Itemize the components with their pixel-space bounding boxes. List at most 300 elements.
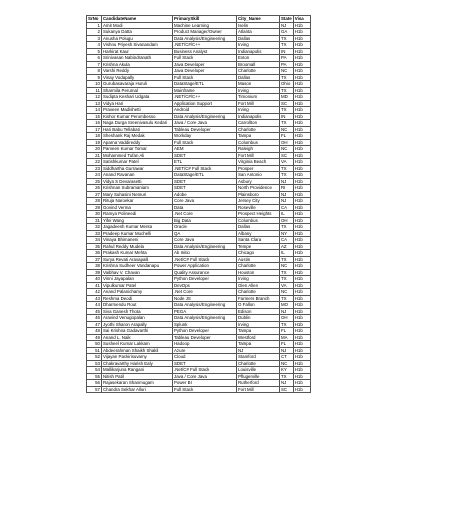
cell-srno[interactable]: 31 — [87, 217, 102, 224]
cell-city-name[interactable]: Tampa — [237, 328, 280, 335]
cell-candidate-name[interactable]: Anand Palanichamy — [102, 289, 173, 296]
cell-primary-skill[interactable]: Mainframe — [173, 87, 237, 94]
cell-state[interactable]: IN — [280, 48, 294, 55]
cell-candidate-name[interactable]: Satishkumar Patel — [102, 159, 173, 166]
cell-candidate-name[interactable]: Anand Ravanan — [102, 172, 173, 179]
cell-state[interactable]: OH — [280, 139, 294, 146]
cell-srno[interactable]: 49 — [87, 334, 102, 341]
cell-city-name[interactable]: Albany — [237, 230, 280, 237]
cell-srno[interactable]: 47 — [87, 321, 102, 328]
cell-city-name[interactable]: Exton — [237, 55, 280, 62]
cell-candidate-name[interactable]: Vishnu Priyesh Sivanandam — [102, 42, 173, 49]
cell-candidate-name[interactable]: Prakash Kumar Mehta — [102, 250, 173, 257]
cell-srno[interactable]: 17 — [87, 126, 102, 133]
cell-visa[interactable]: H1b — [293, 35, 310, 42]
cell-srno[interactable]: 54 — [87, 367, 102, 374]
cell-primary-skill[interactable]: Business Analyst — [173, 48, 237, 55]
cell-state[interactable]: IL — [280, 211, 294, 218]
cell-state[interactable]: NC — [280, 126, 294, 133]
cell-visa[interactable]: H1b — [293, 282, 310, 289]
cell-srno[interactable]: 41 — [87, 282, 102, 289]
cell-candidate-name[interactable]: Srinivasan Nabindranath — [102, 55, 173, 62]
cell-visa[interactable]: H1b — [293, 269, 310, 276]
cell-visa[interactable]: H1b — [293, 185, 310, 192]
cell-primary-skill[interactable]: .NET/C# Full Stack — [173, 165, 237, 172]
cell-state[interactable]: OH — [280, 315, 294, 322]
cell-srno[interactable]: 8 — [87, 68, 102, 75]
cell-primary-skill[interactable]: Machine Learning — [173, 22, 237, 29]
cell-visa[interactable]: H1b — [293, 133, 310, 140]
cell-visa[interactable]: H1b — [293, 172, 310, 179]
cell-srno[interactable]: 38 — [87, 263, 102, 270]
cell-city-name[interactable]: Charlotte — [237, 68, 280, 75]
cell-primary-skill[interactable]: Python Developer — [173, 328, 237, 335]
cell-state[interactable]: NJ — [280, 22, 294, 29]
cell-city-name[interactable]: Prosper — [237, 165, 280, 172]
cell-visa[interactable]: H1b — [293, 191, 310, 198]
cell-visa[interactable]: H1b — [293, 107, 310, 114]
cell-primary-skill[interactable]: PEGA — [173, 308, 237, 315]
cell-primary-skill[interactable]: Core Java — [173, 237, 237, 244]
cell-state[interactable]: TX — [280, 321, 294, 328]
cell-primary-skill[interactable]: SDET — [173, 360, 237, 367]
cell-primary-skill[interactable]: Full Stack — [173, 74, 237, 81]
cell-city-name[interactable]: Louisville — [237, 367, 280, 374]
cell-visa[interactable]: H1b — [293, 87, 310, 94]
cell-primary-skill[interactable]: Android — [173, 107, 237, 114]
cell-primary-skill[interactable]: Azure — [173, 347, 237, 354]
cell-visa[interactable]: H1b — [293, 230, 310, 237]
cell-srno[interactable]: 40 — [87, 276, 102, 283]
cell-primary-skill[interactable]: Workday — [173, 133, 237, 140]
cell-primary-skill[interactable]: Java Developer — [173, 61, 237, 68]
cell-visa[interactable]: H1b — [293, 198, 310, 205]
cell-visa[interactable]: H1b — [293, 315, 310, 322]
cell-srno[interactable]: 55 — [87, 373, 102, 380]
header-candidate-name[interactable]: CandidateName — [102, 16, 173, 23]
cell-state[interactable]: FL — [280, 133, 294, 140]
cell-srno[interactable]: 45 — [87, 308, 102, 315]
cell-primary-skill[interactable]: Java / Core Java — [173, 120, 237, 127]
cell-candidate-name[interactable]: Sai Krishna Gadavarthi — [102, 328, 173, 335]
cell-primary-skill[interactable]: Tableau Developer — [173, 126, 237, 133]
cell-srno[interactable]: 9 — [87, 74, 102, 81]
cell-visa[interactable]: H1b — [293, 217, 310, 224]
cell-state[interactable]: RI — [280, 185, 294, 192]
cell-visa[interactable]: H1b — [293, 68, 310, 75]
cell-visa[interactable]: H1b — [293, 334, 310, 341]
cell-visa[interactable]: H1b — [293, 276, 310, 283]
cell-primary-skill[interactable]: .Net/C# Full Stack — [173, 367, 237, 374]
cell-srno[interactable]: 50 — [87, 341, 102, 348]
cell-srno[interactable]: 2 — [87, 29, 102, 36]
cell-candidate-name[interactable]: Mohammed Tufan Ali — [102, 152, 173, 159]
cell-city-name[interactable]: Indianapolis — [237, 48, 280, 55]
header-visa[interactable]: Visa — [293, 16, 310, 23]
cell-candidate-name[interactable]: Mary Suhasini Nemuri — [102, 191, 173, 198]
cell-primary-skill[interactable]: Splunk — [173, 321, 237, 328]
cell-visa[interactable]: H1b — [293, 289, 310, 296]
cell-srno[interactable]: 10 — [87, 81, 102, 88]
cell-visa[interactable]: H1b — [293, 386, 310, 393]
cell-state[interactable]: NY — [280, 230, 294, 237]
cell-state[interactable]: CA — [280, 237, 294, 244]
cell-primary-skill[interactable]: Core Java — [173, 198, 237, 205]
cell-state[interactable]: SC — [280, 386, 294, 393]
cell-state[interactable]: TX — [280, 120, 294, 127]
cell-candidate-name[interactable]: Ramya Polineedi — [102, 211, 173, 218]
cell-primary-skill[interactable]: Application Support — [173, 100, 237, 107]
cell-primary-skill[interactable]: Product Manager/Owner — [173, 29, 237, 36]
cell-srno[interactable]: 26 — [87, 185, 102, 192]
cell-candidate-name[interactable]: Sudipta Keshari Udgata — [102, 94, 173, 101]
cell-srno[interactable]: 34 — [87, 237, 102, 244]
cell-visa[interactable]: H1b — [293, 347, 310, 354]
cell-srno[interactable]: 25 — [87, 178, 102, 185]
cell-state[interactable]: SC — [280, 152, 294, 159]
cell-candidate-name[interactable]: Anand L. Naik — [102, 334, 173, 341]
cell-state[interactable]: NC — [280, 360, 294, 367]
cell-city-name[interactable]: Iselin — [237, 22, 280, 29]
cell-primary-skill[interactable]: SDET — [173, 152, 237, 159]
cell-city-name[interactable]: Broomall — [237, 61, 280, 68]
cell-primary-skill[interactable]: Python Developer — [173, 276, 237, 283]
cell-city-name[interactable]: Houston — [237, 269, 280, 276]
cell-primary-skill[interactable]: Hadoop — [173, 341, 237, 348]
cell-city-name[interactable]: O Fallon — [237, 302, 280, 309]
header-primary-skill[interactable]: PrimarySkill — [173, 16, 237, 23]
cell-visa[interactable]: H1b — [293, 48, 310, 55]
cell-city-name[interactable]: Irving — [237, 321, 280, 328]
cell-city-name[interactable]: Dallas — [237, 74, 280, 81]
cell-candidate-name[interactable]: Sukanya Datta — [102, 29, 173, 36]
cell-city-name[interactable]: Atlanta — [237, 29, 280, 36]
cell-visa[interactable]: H1b — [293, 367, 310, 374]
cell-state[interactable]: IN — [280, 113, 294, 120]
cell-srno[interactable]: 52 — [87, 354, 102, 361]
cell-state[interactable]: TX — [280, 269, 294, 276]
cell-srno[interactable]: 48 — [87, 328, 102, 335]
cell-srno[interactable]: 24 — [87, 172, 102, 179]
cell-state[interactable]: NJ — [280, 308, 294, 315]
cell-srno[interactable]: 20 — [87, 146, 102, 153]
cell-srno[interactable]: 44 — [87, 302, 102, 309]
cell-state[interactable]: TX — [280, 165, 294, 172]
cell-state[interactable]: IL — [280, 250, 294, 257]
cell-state[interactable]: MD — [280, 94, 294, 101]
cell-srno[interactable]: 30 — [87, 211, 102, 218]
cell-candidate-name[interactable]: Govind Verma — [102, 204, 173, 211]
cell-primary-skill[interactable]: Oracle — [173, 224, 237, 231]
cell-state[interactable]: AZ — [280, 243, 294, 250]
cell-state[interactable]: FL — [280, 341, 294, 348]
cell-city-name[interactable]: Charlotte — [237, 263, 280, 270]
cell-srno[interactable]: 4 — [87, 42, 102, 49]
cell-visa[interactable]: H1b — [293, 302, 310, 309]
cell-state[interactable]: NC — [280, 289, 294, 296]
cell-srno[interactable]: 22 — [87, 159, 102, 166]
cell-city-name[interactable]: Tampa — [237, 133, 280, 140]
cell-state[interactable]: PA — [280, 55, 294, 62]
cell-candidate-name[interactable]: Reshma Deodi — [102, 295, 173, 302]
cell-state[interactable]: MO — [280, 302, 294, 309]
cell-primary-skill[interactable]: Data — [173, 204, 237, 211]
cell-city-name[interactable]: Fort Mill — [237, 152, 280, 159]
cell-srno[interactable]: 42 — [87, 289, 102, 296]
cell-city-name[interactable]: Virginia Beach — [237, 159, 280, 166]
cell-visa[interactable]: H1b — [293, 211, 310, 218]
cell-candidate-name[interactable]: Mallikarjuna Rangani — [102, 367, 173, 374]
cell-visa[interactable]: H1b — [293, 152, 310, 159]
cell-primary-skill[interactable]: .Net Core — [173, 289, 237, 296]
cell-city-name[interactable]: Stamford — [237, 354, 280, 361]
cell-srno[interactable]: 13 — [87, 100, 102, 107]
cell-candidate-name[interactable]: Siva Ganesh Thota — [102, 308, 173, 315]
cell-candidate-name[interactable]: Sheshank Raj Medak — [102, 133, 173, 140]
cell-candidate-name[interactable]: Parveen Kumar Tomar — [102, 146, 173, 153]
cell-visa[interactable]: H1b — [293, 308, 310, 315]
cell-srno[interactable]: 1 — [87, 22, 102, 29]
cell-srno[interactable]: 16 — [87, 120, 102, 127]
cell-primary-skill[interactable]: DataStage/ETL — [173, 81, 237, 88]
cell-primary-skill[interactable]: Tableau Developer — [173, 334, 237, 341]
cell-primary-skill[interactable]: Data Analysis/Engineering — [173, 35, 237, 42]
cell-city-name[interactable]: Columbus — [237, 139, 280, 146]
cell-state[interactable]: GA — [280, 29, 294, 36]
cell-city-name[interactable]: Asbury — [237, 178, 280, 185]
cell-state[interactable]: PA — [280, 61, 294, 68]
cell-candidate-name[interactable]: Rituja Naroekar — [102, 198, 173, 205]
cell-candidate-name[interactable]: Rahul Reddy Mudela — [102, 243, 173, 250]
cell-visa[interactable]: H1b — [293, 224, 310, 231]
cell-primary-skill[interactable]: Full Stack — [173, 386, 237, 393]
cell-primary-skill[interactable]: Full Stack — [173, 55, 237, 62]
cell-primary-skill[interactable]: Java / Core Java — [173, 373, 237, 380]
cell-state[interactable]: NJ — [280, 380, 294, 387]
cell-primary-skill[interactable]: Full Stack — [173, 139, 237, 146]
cell-primary-skill[interactable]: Quality Assurance — [173, 269, 237, 276]
cell-candidate-name[interactable]: Susheel Kumar Lakkam — [102, 341, 173, 348]
cell-candidate-name[interactable]: Amit Modi — [102, 22, 173, 29]
cell-city-name[interactable]: Rutherford — [237, 380, 280, 387]
cell-state[interactable]: NJ — [280, 198, 294, 205]
cell-candidate-name[interactable]: Gurubasavaraja Huruli — [102, 81, 173, 88]
cell-city-name[interactable]: San Antonio — [237, 172, 280, 179]
cell-candidate-name[interactable]: Vinaya Bhimaneni — [102, 237, 173, 244]
cell-state[interactable]: NC — [280, 68, 294, 75]
cell-state[interactable]: TX — [280, 276, 294, 283]
cell-state[interactable]: TX — [280, 172, 294, 179]
cell-srno[interactable]: 12 — [87, 94, 102, 101]
cell-city-name[interactable]: NJ — [237, 347, 280, 354]
cell-state[interactable]: CA — [280, 204, 294, 211]
cell-state[interactable]: CT — [280, 354, 294, 361]
cell-city-name[interactable]: Raleigh — [237, 146, 280, 153]
cell-visa[interactable]: H1b — [293, 74, 310, 81]
cell-state[interactable]: VA — [280, 282, 294, 289]
cell-city-name[interactable]: Westford — [237, 334, 280, 341]
header-state[interactable]: State — [281, 16, 292, 22]
cell-srno[interactable]: 39 — [87, 269, 102, 276]
cell-candidate-name[interactable]: Surya Revati Aravapalli — [102, 256, 173, 263]
cell-state[interactable]: KY — [280, 367, 294, 374]
cell-srno[interactable]: 7 — [87, 61, 102, 68]
cell-city-name[interactable]: Charlotte — [237, 289, 280, 296]
cell-candidate-name[interactable]: Kishor Kumar Perumbesso — [102, 113, 173, 120]
cell-srno[interactable]: 3 — [87, 35, 102, 42]
cell-visa[interactable]: H1b — [293, 113, 310, 120]
cell-srno[interactable]: 14 — [87, 107, 102, 114]
cell-srno[interactable]: 6 — [87, 55, 102, 62]
cell-candidate-name[interactable]: Vaibhav V. Chavan — [102, 269, 173, 276]
cell-state[interactable]: TX — [280, 74, 294, 81]
cell-candidate-name[interactable]: Hari Babu Tellabati — [102, 126, 173, 133]
cell-visa[interactable]: H1b — [293, 94, 310, 101]
cell-primary-skill[interactable]: DevOps — [173, 282, 237, 289]
cell-primary-skill[interactable]: AEM — [173, 146, 237, 153]
cell-visa[interactable]: H1b — [293, 81, 310, 88]
cell-city-name[interactable]: Dublin — [237, 315, 280, 322]
cell-city-name[interactable]: Pflugerville — [237, 373, 280, 380]
cell-city-name[interactable]: Austin — [237, 256, 280, 263]
cell-candidate-name[interactable]: Jyothi Sharon Arapally — [102, 321, 173, 328]
cell-state[interactable]: SC — [280, 100, 294, 107]
cell-city-name[interactable]: Tempe — [237, 243, 280, 250]
cell-city-name[interactable]: Charlotte — [237, 126, 280, 133]
cell-city-name[interactable]: Columbus — [237, 217, 280, 224]
cell-primary-skill[interactable]: Cloud — [173, 354, 237, 361]
cell-primary-skill[interactable]: Data Analysis/Engineering — [173, 243, 237, 250]
cell-candidate-name[interactable]: Vijayan Packirisuvamy — [102, 354, 173, 361]
cell-visa[interactable]: H1b — [293, 328, 310, 335]
cell-visa[interactable]: H1b — [293, 22, 310, 29]
cell-candidate-name[interactable]: Sharmila Perumal — [102, 87, 173, 94]
cell-candidate-name[interactable]: Rajasekaran Shanmugam — [102, 380, 173, 387]
cell-city-name[interactable]: Roseville — [237, 204, 280, 211]
cell-visa[interactable]: H1b — [293, 178, 310, 185]
cell-city-name[interactable]: Fort Mill — [237, 100, 280, 107]
cell-state[interactable]: TX — [280, 295, 294, 302]
cell-candidate-name[interactable]: Siddhartha Gurrawar — [102, 165, 173, 172]
cell-state[interactable]: TX — [280, 107, 294, 114]
cell-candidate-name[interactable]: Nitish Patil — [102, 373, 173, 380]
cell-state[interactable]: TX — [280, 42, 294, 49]
cell-primary-skill[interactable]: .Net Core — [173, 211, 237, 218]
cell-visa[interactable]: H1b — [293, 263, 310, 270]
header-city-name[interactable]: City_Name — [237, 16, 280, 23]
cell-candidate-name[interactable]: Harkirat Kaur — [102, 48, 173, 55]
cell-city-name[interactable]: Prospect Heights — [237, 211, 280, 218]
cell-visa[interactable]: H1b — [293, 341, 310, 348]
cell-primary-skill[interactable]: ETL — [173, 159, 237, 166]
cell-candidate-name[interactable]: Vipulkumar Patel — [102, 282, 173, 289]
cell-primary-skill[interactable]: DataStage/ETL — [173, 172, 237, 179]
cell-candidate-name[interactable]: Naga Durga Sreenivasulu Kedari — [102, 120, 173, 127]
cell-candidate-name[interactable]: Chakravarthy Harish Ealy — [102, 360, 173, 367]
cell-srno[interactable]: 15 — [87, 113, 102, 120]
cell-srno[interactable]: 27 — [87, 191, 102, 198]
cell-state[interactable]: NJ — [280, 191, 294, 198]
cell-primary-skill[interactable]: SDET — [173, 178, 237, 185]
cell-primary-skill[interactable]: Data Analysis/Engineering — [173, 302, 237, 309]
cell-candidate-name[interactable]: Aravind Venugopalan — [102, 315, 173, 322]
cell-srno[interactable]: 57 — [87, 386, 102, 393]
cell-state[interactable]: FL — [280, 328, 294, 335]
cell-state[interactable]: NJ — [280, 178, 294, 185]
cell-candidate-name[interactable]: Praveen Madishetti — [102, 107, 173, 114]
cell-srno[interactable]: 43 — [87, 295, 102, 302]
cell-candidate-name[interactable]: Krishna Sudheer Vandanapu — [102, 263, 173, 270]
cell-visa[interactable]: H1b — [293, 295, 310, 302]
cell-city-name[interactable]: Irving — [237, 42, 280, 49]
cell-visa[interactable]: H1b — [293, 256, 310, 263]
cell-visa[interactable]: H1b — [293, 250, 310, 257]
cell-state[interactable]: TX — [280, 373, 294, 380]
header-srno[interactable]: SrNo — [87, 16, 102, 23]
cell-visa[interactable]: H1b — [293, 139, 310, 146]
cell-candidate-name[interactable]: Vinni Jayapalan — [102, 276, 173, 283]
cell-candidate-name[interactable]: Varshi Reddy — [102, 68, 173, 75]
cell-srno[interactable]: 11 — [87, 87, 102, 94]
cell-primary-skill[interactable]: Power BI — [173, 380, 237, 387]
cell-city-name[interactable]: Dallas — [237, 35, 280, 42]
cell-visa[interactable]: H1b — [293, 29, 310, 36]
cell-srno[interactable]: 46 — [87, 315, 102, 322]
cell-candidate-name[interactable]: Pradeep Kumar Muchelli — [102, 230, 173, 237]
cell-visa[interactable]: H1b — [293, 237, 310, 244]
cell-city-name[interactable]: Charlotte — [237, 360, 280, 367]
cell-candidate-name[interactable]: Abdeerahman Shaikh Shakil — [102, 347, 173, 354]
cell-state[interactable]: TX — [280, 256, 294, 263]
cell-srno[interactable]: 18 — [87, 133, 102, 140]
cell-city-name[interactable]: Timonium — [237, 94, 280, 101]
cell-candidate-name[interactable]: Vinay Vodapally — [102, 74, 173, 81]
cell-state[interactable]: TX — [280, 87, 294, 94]
cell-primary-skill[interactable]: QA — [173, 230, 237, 237]
cell-candidate-name[interactable]: Aparna Vaddireddy — [102, 139, 173, 146]
cell-visa[interactable]: H1b — [293, 146, 310, 153]
cell-primary-skill[interactable]: Data Analysis/Engineering — [173, 113, 237, 120]
cell-primary-skill[interactable]: SDET — [173, 185, 237, 192]
cell-srno[interactable]: 5 — [87, 48, 102, 55]
cell-city-name[interactable]: Irving — [237, 276, 280, 283]
cell-primary-skill[interactable]: Power Application — [173, 263, 237, 270]
cell-srno[interactable]: 23 — [87, 165, 102, 172]
cell-srno[interactable]: 21 — [87, 152, 102, 159]
cell-city-name[interactable]: Santa Clara — [237, 237, 280, 244]
cell-srno[interactable]: 37 — [87, 256, 102, 263]
cell-srno[interactable]: 19 — [87, 139, 102, 146]
cell-city-name[interactable]: Farmers Branch — [237, 295, 280, 302]
cell-state[interactable]: MA — [280, 334, 294, 341]
cell-primary-skill[interactable]: Big Data — [173, 217, 237, 224]
cell-state[interactable]: Ohio — [280, 81, 294, 88]
cell-state[interactable]: NC — [280, 263, 294, 270]
cell-visa[interactable]: H1b — [293, 159, 310, 166]
cell-visa[interactable]: H1b — [293, 165, 310, 172]
cell-candidate-name[interactable]: Anusha Polugu — [102, 35, 173, 42]
cell-candidate-name[interactable]: Dharmendu Rout — [102, 302, 173, 309]
cell-srno[interactable]: 51 — [87, 347, 102, 354]
cell-city-name[interactable]: Irving — [237, 87, 280, 94]
cell-city-name[interactable]: North Providence — [237, 185, 280, 192]
cell-visa[interactable]: H1b — [293, 100, 310, 107]
cell-primary-skill[interactable]: .NET/C#/C++ — [173, 94, 237, 101]
cell-visa[interactable]: H1b — [293, 42, 310, 49]
cell-visa[interactable]: H1b — [293, 61, 310, 68]
cell-candidate-name[interactable]: Vidya Hari — [102, 100, 173, 107]
cell-candidate-name[interactable]: Jagadeesh Kumar Menta — [102, 224, 173, 231]
